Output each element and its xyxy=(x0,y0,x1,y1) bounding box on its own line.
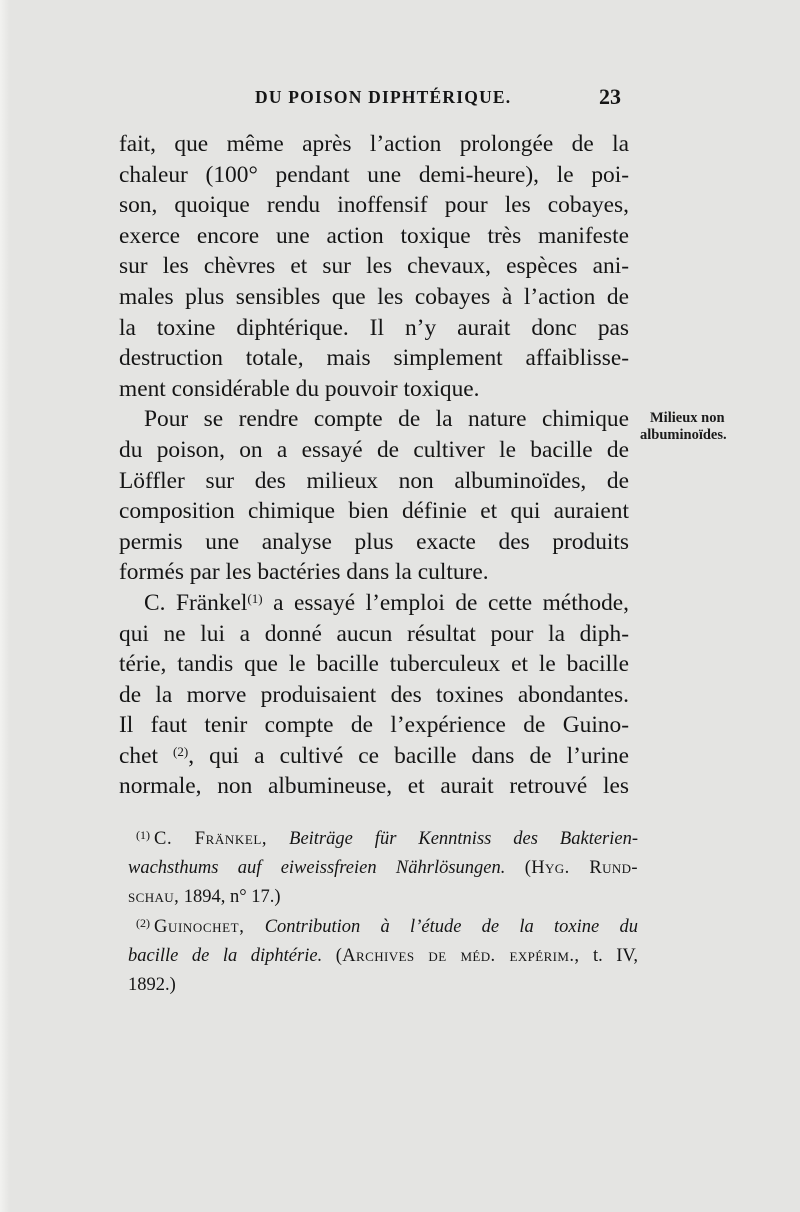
body-line: Il faut tenir compte de l’expérience de Guino- xyxy=(119,712,629,739)
margin-note xyxy=(640,410,780,444)
body-line: normale, non albumineuse, et aurait retrouvé les xyxy=(119,773,629,800)
body-line: de la morve produisaient des toxines abondantes. xyxy=(119,681,629,708)
margin-note-line: albuminoïdes. xyxy=(640,427,727,443)
body-line: du poison, on a essayé de cultiver le bacille de xyxy=(119,436,629,463)
body-line: destruction totale, mais simplement affaiblisse- xyxy=(119,345,629,372)
body-line: chaleur (100° pendant une demi-heure), le poi- xyxy=(119,161,629,188)
footnote-1-cont xyxy=(128,854,638,883)
page-edge xyxy=(0,0,10,1212)
body-line: sur les chèvres et sur les chevaux, espèces ani- xyxy=(119,253,629,280)
body-line-part: C. Fränkel xyxy=(144,589,248,616)
body-line xyxy=(119,588,629,619)
footnote-author: C. Fränkel, xyxy=(154,829,268,849)
footnote-2-end: 1892.) xyxy=(128,974,176,995)
body-line-part: a essayé l’emploi de cette méthode, xyxy=(273,589,630,616)
footnote-1 xyxy=(128,825,638,854)
body-line: ment considérable du pouvoir toxique. xyxy=(119,375,480,402)
footnote-source: schau, xyxy=(128,887,180,908)
body-line: males plus sensibles que les cobayes à l’action de xyxy=(119,283,629,310)
body-line: Pour se rendre compte de la nature chimique xyxy=(144,406,629,433)
footnote-title: bacille de la diphtérie. xyxy=(128,945,323,966)
footnote-source: t. IV, xyxy=(592,945,639,966)
footnote-title: wachsthums auf eiweissfreien Nährlösungen. xyxy=(128,858,506,879)
footnote-1-end xyxy=(128,883,638,912)
body-line: Löffler sur des milieux non albuminoïdes, de xyxy=(119,467,629,494)
running-title: DU POISON DIPHTÉRIQUE. xyxy=(255,87,512,107)
page-number: 23 xyxy=(599,84,621,109)
body-line: composition chimique bien définie et qui auraient xyxy=(119,498,629,525)
footnote-source: (Archives de méd. expérim., xyxy=(335,945,580,966)
margin-note-line: Milieux non xyxy=(650,410,725,426)
footnote-ref-2[interactable]: (2) xyxy=(173,743,189,759)
body-line-part: chet xyxy=(119,742,158,769)
footnote-2 xyxy=(128,913,638,942)
footnote-mark: (2) xyxy=(136,915,150,930)
footnote-title: Beiträge für Kenntniss des Bakterien- xyxy=(289,829,639,849)
body-line: qui ne lui a donné aucun résultat pour la diph- xyxy=(119,620,629,647)
body-line-part: , qui a cultivé ce bacille dans de l’urine xyxy=(188,742,629,769)
body-line: formés par les bactéries dans la culture. xyxy=(119,559,489,586)
footnote-source: 1894, n° 17.) xyxy=(183,887,281,908)
body-line: la toxine diphtérique. Il n’y aurait donc pas xyxy=(119,314,629,341)
footnotes xyxy=(128,825,638,1000)
footnote-source: (Hyg. Rund- xyxy=(524,858,638,879)
body-line: térie, tandis que le bacille tuberculeux et le bacille xyxy=(119,651,629,678)
body-line: fait, que même après l’action prolongée de la xyxy=(119,131,629,157)
footnote-title: Contribution à l’étude de la toxine du xyxy=(264,916,639,937)
body-line: son, quoique rendu inoffensif pour les cobayes, xyxy=(119,192,629,219)
body-text xyxy=(119,129,629,802)
footnote-ref-1[interactable]: (1) xyxy=(247,590,263,606)
footnote-2-cont xyxy=(128,942,638,971)
footnote-mark: (1) xyxy=(136,828,150,842)
running-head xyxy=(120,84,623,112)
footnote-author: Guinochet, xyxy=(154,916,245,937)
body-line: exerce encore une action toxique très manifeste xyxy=(119,222,629,249)
body-line xyxy=(119,741,629,772)
body-line: permis une analyse plus exacte des produits xyxy=(119,528,629,555)
